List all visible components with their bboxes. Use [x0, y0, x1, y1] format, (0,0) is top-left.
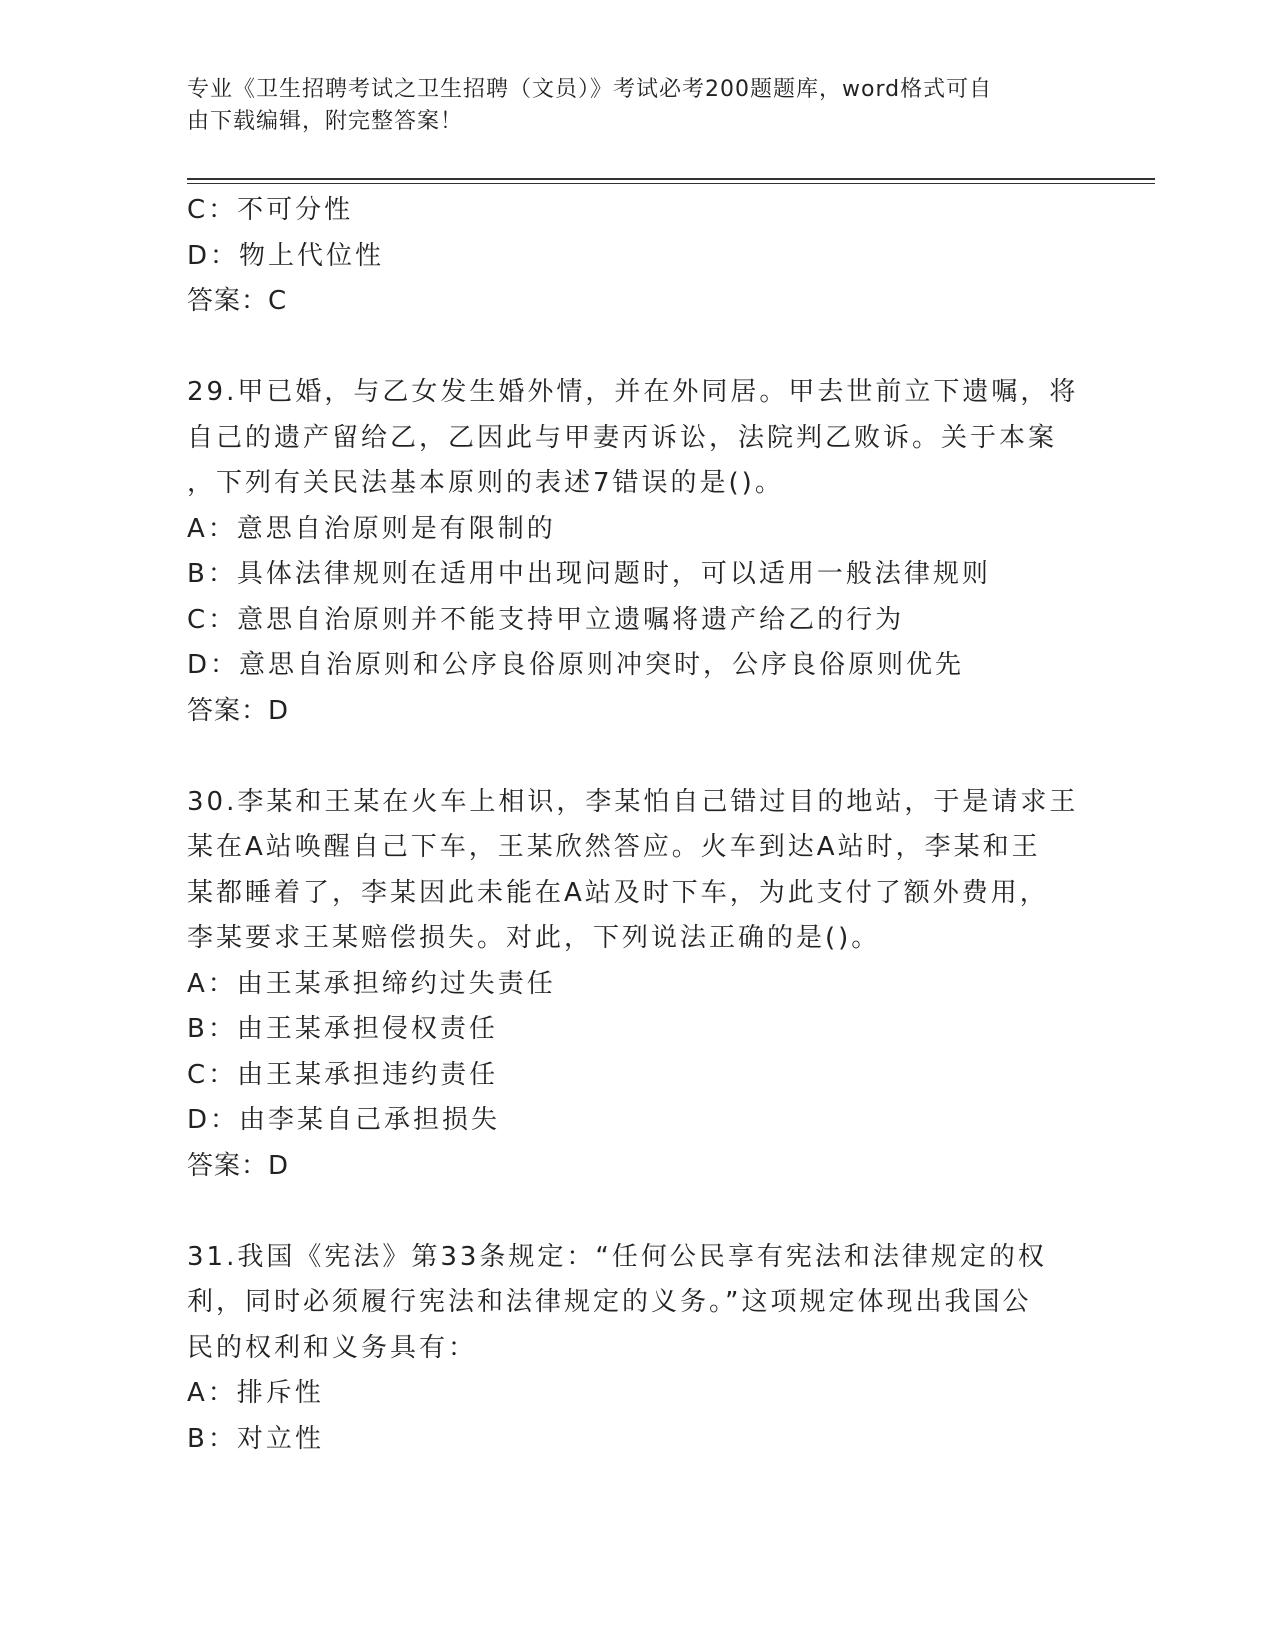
option-d: D：意思自治原则和公序良俗原则冲突时，公序良俗原则优先 [187, 650, 965, 680]
header-divider-thin [187, 183, 1155, 184]
option-b: B：对立性 [187, 1423, 324, 1454]
question-stem: ，下列有关民法基本原则的表述7错误的是()。 [187, 468, 784, 498]
spacer [187, 734, 1087, 780]
option-d: D：物上代位性 [187, 240, 385, 271]
question-stem: 某都睡着了，李某因此未能在A站及时下车，为此支付了额外费用， [187, 877, 1049, 908]
question-stem: 29.甲已婚，与乙女发生婚外情，并在外同居。甲去世前立下遗嘱，将 [187, 377, 1079, 407]
header-line-2: 由下载编辑，附完整答案！ [187, 109, 464, 134]
question-stem: 李某要求王某赔偿损失。对此，下列说法正确的是()。 [187, 923, 881, 953]
question-stem: 民的权利和义务具有： [187, 1332, 478, 1363]
option-c: C：不可分性 [187, 195, 354, 225]
option-c: C：意思自治原则并不能支持甲立遗嘱将遗产给乙的行为 [187, 604, 905, 635]
header-divider-thick [187, 178, 1155, 180]
spacer [187, 1189, 1087, 1235]
option-c: C：由王某承担违约责任 [187, 1059, 499, 1090]
spacer [187, 325, 1087, 371]
question-stem: 自己的遗产留给乙，乙因此与甲妻丙诉讼，法院判乙败诉。关于本案 [187, 422, 1058, 453]
question-stem: 某在A站唤醒自己下车，王某欣然答应。火车到达A站时，李某和王 [187, 832, 1041, 862]
answer-line: 答案：D [187, 1150, 290, 1181]
question-29 [187, 370, 1087, 734]
option-b: B：具体法律规则在适用中出现问题时，可以适用一般法律规则 [187, 559, 991, 589]
question-stem: 利，同时必须履行宪法和法律规定的义务。”这项规定体现出我国公 [187, 1287, 1032, 1317]
header-line-1: 专业《卫生招聘考试之卫生招聘（文员）》考试必考200题题库，word格式可自 [187, 77, 993, 102]
option-a: A：意思自治原则是有限制的 [187, 513, 556, 544]
option-a: A：由王某承担缔约过失责任 [187, 968, 556, 999]
question-stem: 31.我国《宪法》第33条规定：“任何公民享有宪法和法律规定的权 [187, 1241, 1047, 1272]
document-header [187, 74, 1067, 138]
option-b: B：由王某承担侵权责任 [187, 1014, 498, 1044]
answer-line: 答案：D [187, 695, 290, 726]
question-31 [187, 1235, 1087, 1463]
previous-question-tail [187, 188, 1087, 325]
question-stem: 30.李某和王某在火车上相识，李某怕自己错过目的地站，于是请求王 [187, 786, 1079, 817]
question-30 [187, 780, 1087, 1190]
option-a: A：排斥性 [187, 1378, 324, 1408]
option-d: D：由李某自己承担损失 [187, 1105, 501, 1135]
answer-line: 答案：C [187, 286, 288, 316]
question-content [187, 188, 1087, 1462]
